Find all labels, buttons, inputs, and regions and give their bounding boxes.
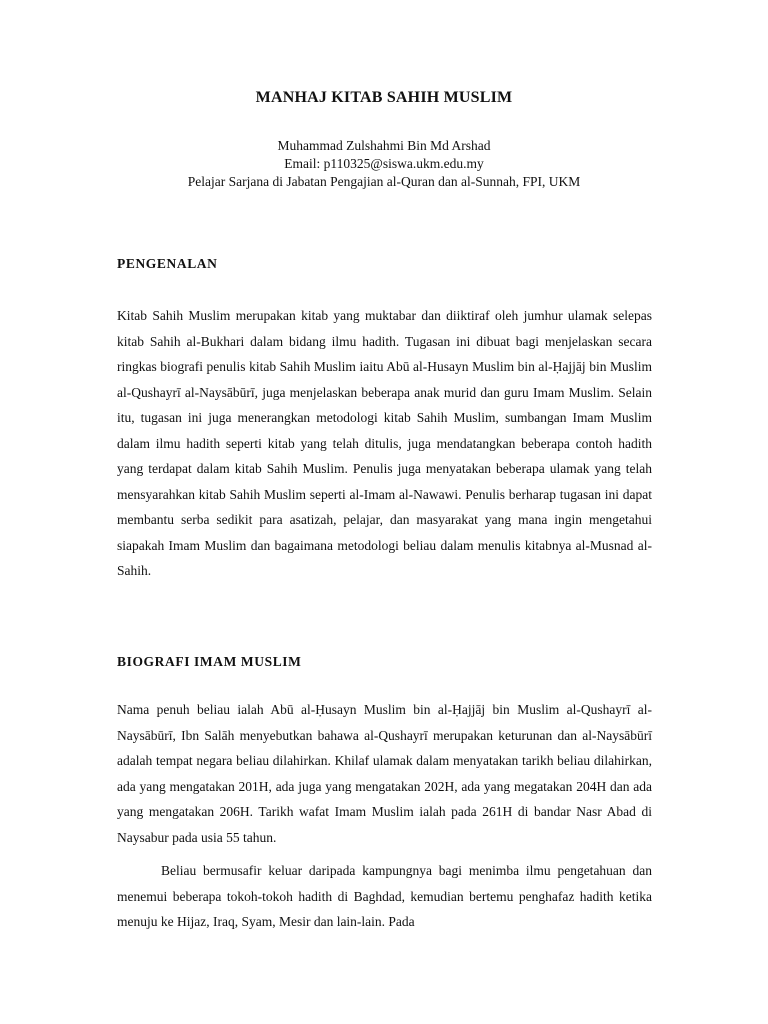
section-heading-pengenalan: PENGENALAN [117, 256, 218, 271]
paragraph-biografi-1: Nama penuh beliau ialah Abū al-Ḥusayn Muslim bin al-Ḥajjāj bin Muslim al-Qushayrī al-Naysābūrī, Ibn Salāh menyebutkan bahawa al-Qushayrī merupakan keturunan dan al-Naysābūrī adalah tempat negara beliau dilahirkan. Khilaf ulamak dalam menyatakan tarikh beliau dilahirkan, ada yang mengatakan 201H, ada juga yang mengatakan 202H, ada yang megatakan 204H dan ada yang mengatakan 206H. Tarikh wafat Imam Muslim ialah pada 261H di bandar Nasr Abad di Naysabur pada usia 55 tahun. [117, 702, 652, 845]
author-block [0, 137, 768, 191]
section-heading-biografi: BIOGRAFI IMAM MUSLIM [117, 654, 302, 669]
document-title: MANHAJ KITAB SAHIH MUSLIM [255, 89, 513, 106]
author-email: Email: p110325@siswa.ukm.edu.my [284, 156, 484, 171]
paragraph-biografi-2: Beliau bermusafir keluar daripada kampungnya bagi menimba ilmu pengetahuan dan menemui beberapa tokoh-tokoh hadith di Baghdad, kemudian bertemu penghafaz hadith ketika menuju ke Hijaz, Iraq, Syam, Mesir dan lain-lain. Pada [117, 863, 652, 929]
author-affiliation: Pelajar Sarjana di Jabatan Pengajian al-Quran dan al-Sunnah, FPI, UKM [187, 174, 581, 189]
paragraph-pengenalan: Kitab Sahih Muslim merupakan kitab yang muktabar dan diiktiraf oleh jumhur ulamak selepas kitab Sahih al-Bukhari dalam bidang ilmu hadith. Tugasan ini dibuat bagi menjelaskan secara ringkas biografi penulis kitab Sahih Muslim iaitu Abū al-Husayn Muslim bin al-Ḥajjāj bin Muslim al-Qushayrī al-Naysābūrī, juga menjelaskan beberapa anak murid dan guru Imam Muslim. Selain itu, tugasan ini juga menerangkan metodologi kitab Sahih Muslim, sumbangan Imam Muslim dalam ilmu hadith seperti kitab yang telah ditulis, juga mendatangkan beberapa contoh hadith yang terdapat dalam kitab Sahih Muslim. Penulis juga menyatakan beberapa ulamak yang telah mensyarahkan kitab Sahih Muslim seperti al-Imam al-Nawawi. Penulis berharap tugasan ini dapat membantu serba sedikit para asatizah, pelajar, dan masyarakat yang mana ingin mengetahui siapakah Imam Muslim dan bagaimana metodologi beliau dalam menulis kitabnya al-Musnad al-Sahih. [117, 308, 652, 578]
author-name: Muhammad Zulshahmi Bin Md Arshad [277, 138, 491, 153]
